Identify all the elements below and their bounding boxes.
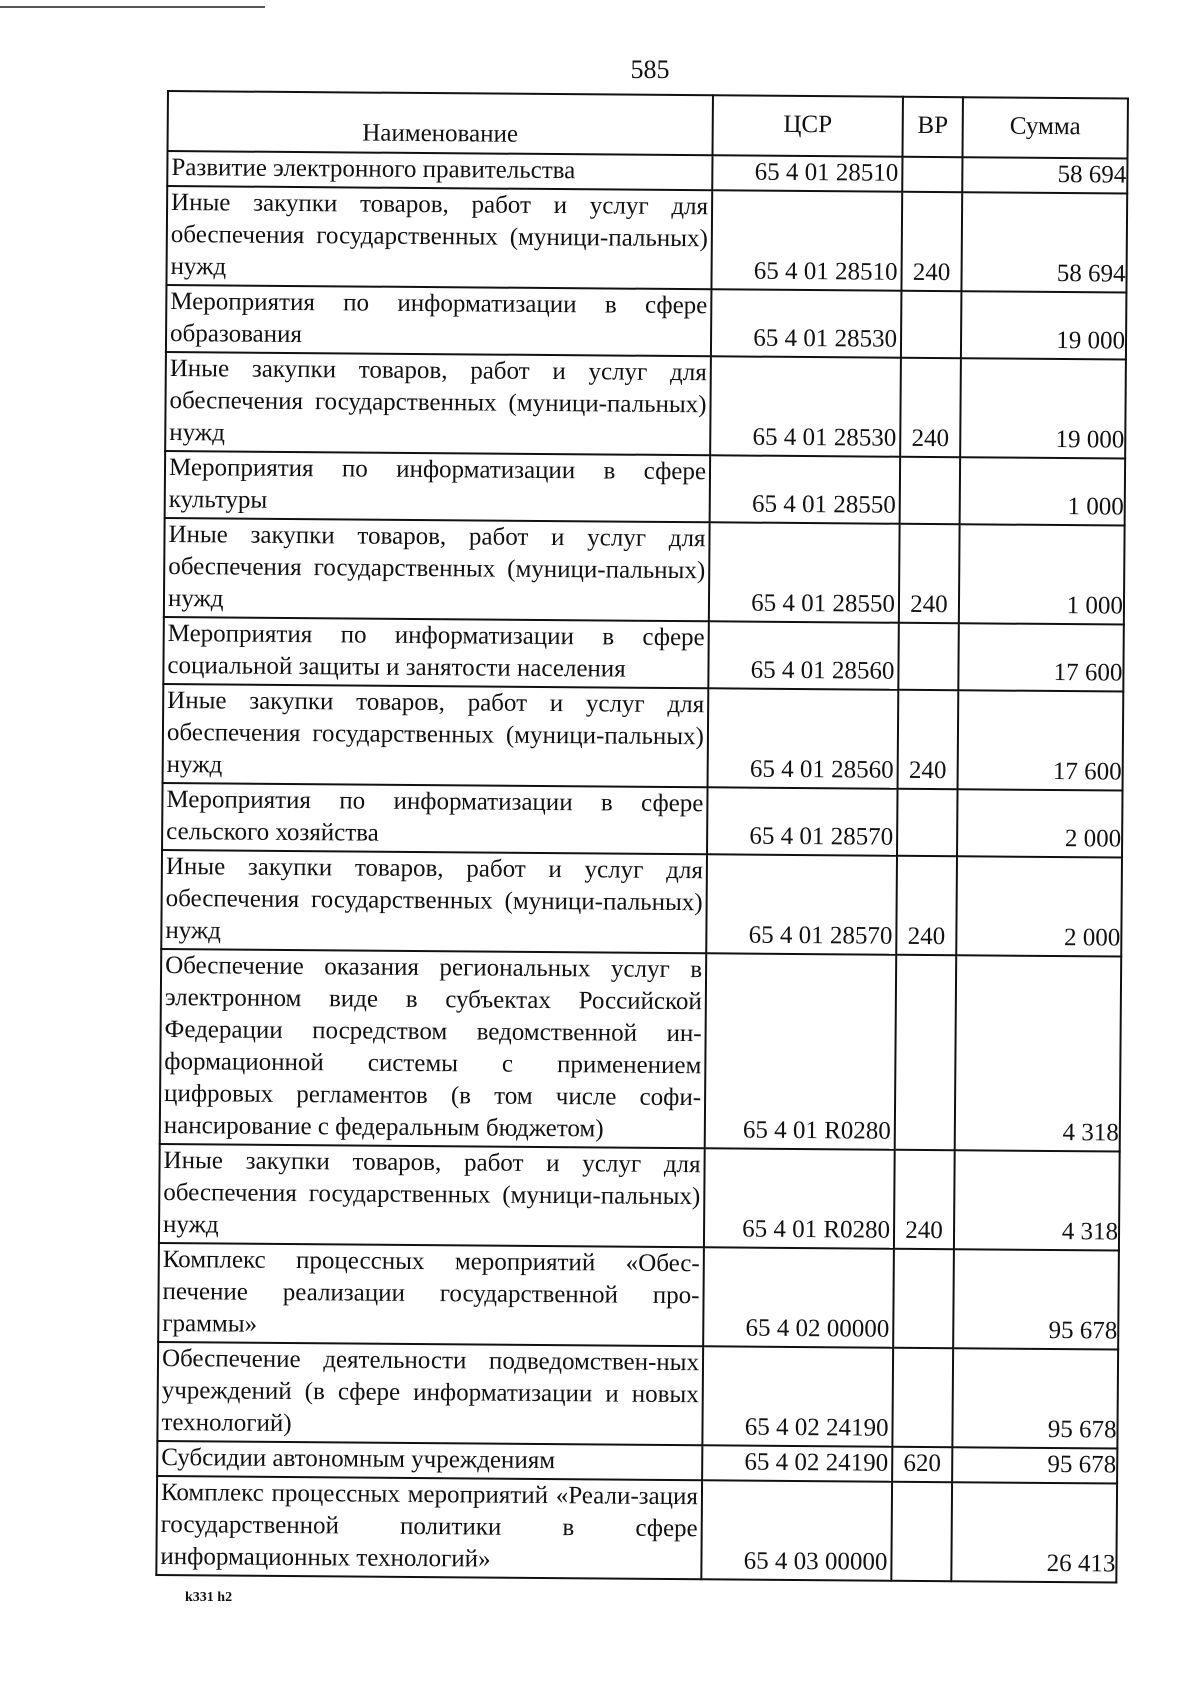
table-row <box>165 451 1125 526</box>
table-row <box>166 186 1127 293</box>
row-vr <box>900 457 961 524</box>
row-name: Развитие электронного правительства <box>167 151 712 190</box>
row-name: Мероприятия по информатизации в сфере образования <box>166 285 712 356</box>
row-code: 65 4 01 28510 <box>711 190 902 290</box>
row-vr: 620 <box>892 1447 952 1482</box>
row-vr: 240 <box>899 524 960 623</box>
row-name: Иные закупки товаров, работ и услуг для обеспечения государственных (муници-пальных) нужд <box>164 518 710 621</box>
table-row <box>163 617 1123 692</box>
row-sum: 17 600 <box>958 690 1124 790</box>
row-name: Комплекс процессных мероприятий «Реали-зация государственной политики в сфере информационных технологий» <box>156 1476 702 1579</box>
footer-code: k331 h2 <box>185 1590 233 1605</box>
table-row <box>159 1144 1120 1251</box>
row-sum: 95 678 <box>952 1447 1117 1483</box>
row-sum: 19 000 <box>961 291 1127 359</box>
row-vr: 240 <box>894 1150 955 1249</box>
row-name: Комплекс процессных мероприятий «Обес-печение реализации государственной про-граммы» <box>158 1243 704 1346</box>
table-row <box>157 1342 1118 1449</box>
row-sum: 2 000 <box>957 789 1123 857</box>
table-row <box>160 949 1122 1152</box>
header-name: Наименование <box>168 91 713 155</box>
row-name: Обеспечение деятельности подведомствен-ных учреждений (в сфере информатизации и новых технологий) <box>157 1342 703 1445</box>
row-code: 65 4 01 28550 <box>710 455 901 523</box>
row-vr <box>902 157 962 192</box>
row-sum: 4 318 <box>954 1150 1120 1250</box>
row-vr <box>892 1348 953 1447</box>
row-sum: 1 000 <box>959 524 1125 624</box>
row-code: 65 4 01 R0280 <box>705 953 897 1149</box>
row-vr: 240 <box>901 192 962 291</box>
row-code: 65 4 01 28560 <box>708 688 899 788</box>
row-vr <box>901 291 962 358</box>
row-vr <box>895 955 957 1150</box>
row-sum: 95 678 <box>953 1249 1119 1349</box>
row-name: Иные закупки товаров, работ и услуг для обеспечения государственных (муници-пальных) нужд <box>163 684 709 787</box>
scan-edge-line <box>0 6 265 8</box>
table-body <box>156 151 1127 1582</box>
row-code: 65 4 01 28510 <box>712 155 902 191</box>
budget-table <box>155 90 1129 1584</box>
row-sum: 1 000 <box>960 457 1126 525</box>
table-row <box>164 518 1125 625</box>
row-vr <box>891 1482 952 1581</box>
table-row <box>162 783 1122 858</box>
row-sum: 4 318 <box>955 955 1122 1151</box>
row-code: 65 4 03 00000 <box>701 1480 892 1580</box>
row-vr: 240 <box>898 690 959 789</box>
header-vr: ВР <box>902 97 962 157</box>
row-code: 65 4 01 28560 <box>708 621 899 689</box>
row-vr <box>898 623 959 690</box>
row-sum: 19 000 <box>960 358 1126 458</box>
table-row <box>166 285 1126 360</box>
row-name: Мероприятия по информатизации в сфере социальной защиты и занятости населения <box>163 617 709 688</box>
row-code: 65 4 02 24190 <box>702 1445 892 1481</box>
row-sum: 17 600 <box>958 623 1124 691</box>
header-sum: Сумма <box>962 97 1127 158</box>
table-row <box>165 352 1126 459</box>
row-name: Иные закупки товаров, работ и услуг для обеспечения государственных (муници-пальных) нужд <box>161 850 707 953</box>
row-vr: 240 <box>896 856 957 955</box>
header-csr: ЦСР <box>713 95 903 156</box>
row-code: 65 4 02 00000 <box>703 1247 894 1347</box>
row-code: 65 4 01 28530 <box>710 356 901 456</box>
row-vr <box>897 789 958 856</box>
row-name: Мероприятия по информатизации в сфере сельского хозяйства <box>162 783 708 854</box>
row-name: Иные закупки товаров, работ и услуг для обеспечения государственных (муници-пальных) нужд <box>166 186 712 289</box>
row-sum: 58 694 <box>961 192 1127 292</box>
row-sum: 2 000 <box>956 856 1122 956</box>
page-number: 585 <box>630 55 670 84</box>
table-row <box>163 684 1124 791</box>
table-row <box>158 1243 1119 1350</box>
row-code: 65 4 01 28570 <box>706 854 897 954</box>
row-sum: 26 413 <box>951 1482 1117 1582</box>
row-code: 65 4 01 R0280 <box>704 1148 895 1248</box>
row-name: Иные закупки товаров, работ и услуг для обеспечения государственных (муници-пальных) нужд <box>159 1144 705 1247</box>
row-vr <box>893 1249 954 1348</box>
row-name: Обеспечение оказания региональных услуг в электронном виде в субъектах Российской Федерации посредством ведомственной ин-формационной системы с применением цифровых регламентов (в том числе софи-нансирование с федеральным бюджетом) <box>160 949 707 1148</box>
table-header-row <box>168 91 1128 159</box>
row-sum: 95 678 <box>952 1348 1118 1448</box>
row-name: Субсидии автономным учреждениям <box>157 1441 702 1480</box>
table-row <box>161 850 1122 957</box>
row-code: 65 4 01 28530 <box>711 289 902 357</box>
row-name: Иные закупки товаров, работ и услуг для обеспечения государственных (муници-пальных) нужд <box>165 352 711 455</box>
row-code: 65 4 01 28550 <box>709 522 900 622</box>
row-vr: 240 <box>900 358 961 457</box>
row-code: 65 4 01 28570 <box>707 787 898 855</box>
row-code: 65 4 02 24190 <box>702 1346 893 1446</box>
table-row <box>156 1476 1117 1583</box>
row-name: Мероприятия по информатизации в сфере культуры <box>165 451 711 522</box>
row-sum: 58 694 <box>962 157 1127 193</box>
